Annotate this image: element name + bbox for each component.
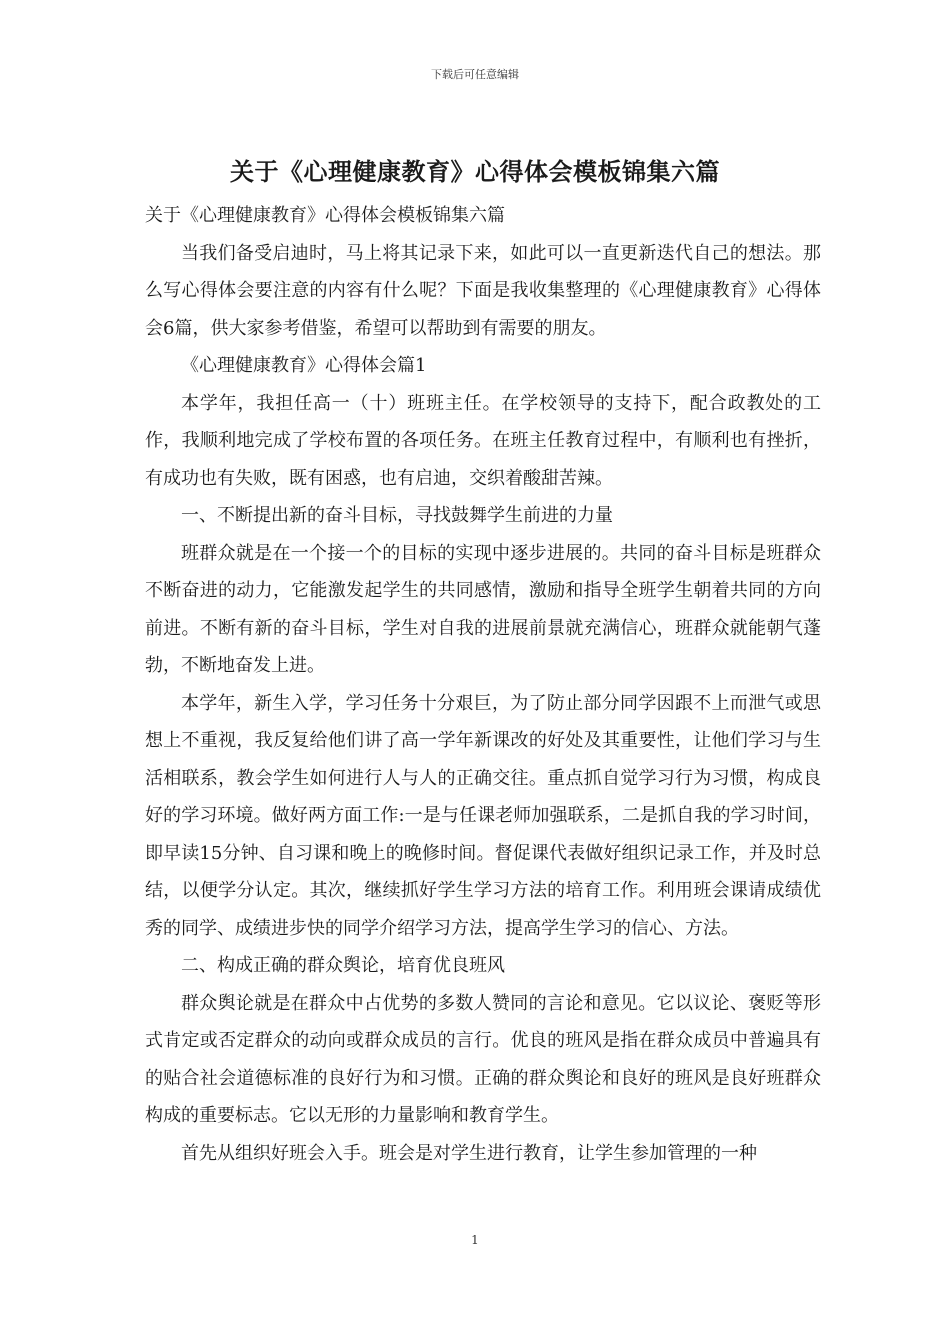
document-title: 关于《心理健康教育》心得体会模板锦集六篇 xyxy=(230,157,720,186)
body-paragraph: 班群众就是在一个接一个的目标的实现中逐步进展的。共同的奋斗目标是班群众不断奋进的动力，它能激发起学生的共同感情，激励和指导全班学生朝着共同的方向前进。不断有新的奋斗目标，学生对自我的进展前景就充满信心，班群众就能朝气蓬勃，不断地奋发上进。 xyxy=(145,542,821,676)
intro-paragraph: 当我们备受启迪时，马上将其记录下来，如此可以一直更新迭代自己的想法。那么写心得体会要注意的内容有什么呢？下面是我收集整理的《心理健康教育》心得体会6篇，供大家参考借鉴，希望可以帮助到有需要的朋友。 xyxy=(145,242,821,339)
body-paragraph: 群众舆论就是在群众中占优势的多数人赞同的言论和意见。它以议论、褒贬等形式肯定或否定群众的动向或群众成员的言行。优良的班风是指在群众成员中普遍具有的贴合社会道德标准的良好行为和习惯。正确的群众舆论和良好的班风是良好班群众构成的重要标志。它以无形的力量影响和教育学生。 xyxy=(145,992,821,1126)
section-heading: 《心理健康教育》心得体会篇1 xyxy=(181,355,427,376)
page-number: 1 xyxy=(471,1233,479,1247)
body-paragraph: 首先从组织好班会入手。班会是对学生进行教育，让学生参加管理的一种 xyxy=(181,1142,757,1164)
document-body xyxy=(145,197,821,1172)
body-paragraph: 本学年，我担任高一（十）班班主任。在学校领导的支持下，配合政教处的工作，我顺利地完成了学校布置的各项任务。在班主任教育过程中，有顺利也有挫折，有成功也有失败，既有困惑，也有启迪，交织着酸甜苦辣。 xyxy=(145,392,821,489)
subheading-1: 一、不断提出新的奋斗目标，寻找鼓舞学生前进的力量 xyxy=(181,505,613,526)
header-note: 下载后可任意编辑 xyxy=(431,68,519,81)
subtitle-line: 关于《心理健康教育》心得体会模板锦集六篇 xyxy=(145,205,505,226)
subheading-2: 二、构成正确的群众舆论，培育优良班风 xyxy=(181,955,505,976)
body-paragraph: 本学年，新生入学，学习任务十分艰巨，为了防止部分同学因跟不上而泄气或思想上不重视，我反复给他们讲了高一学年新课改的好处及其重要性，让他们学习与生活相联系，教会学生如何进行人与人的正确交往。重点抓自觉学习行为习惯，构成良好的学习环境。做好两方面工作:一是与任课老师加强联系，二是抓自我的学习时间，即早读15分钟、自习课和晚上的晚修时间。督促课代表做好组织记录工作，并及时总结，以便学分认定。其次，继续抓好学生学习方法的培育工作。利用班会课请成绩优秀的同学、成绩进步快的同学介绍学习方法，提高学生学习的信心、方法。 xyxy=(145,692,821,939)
